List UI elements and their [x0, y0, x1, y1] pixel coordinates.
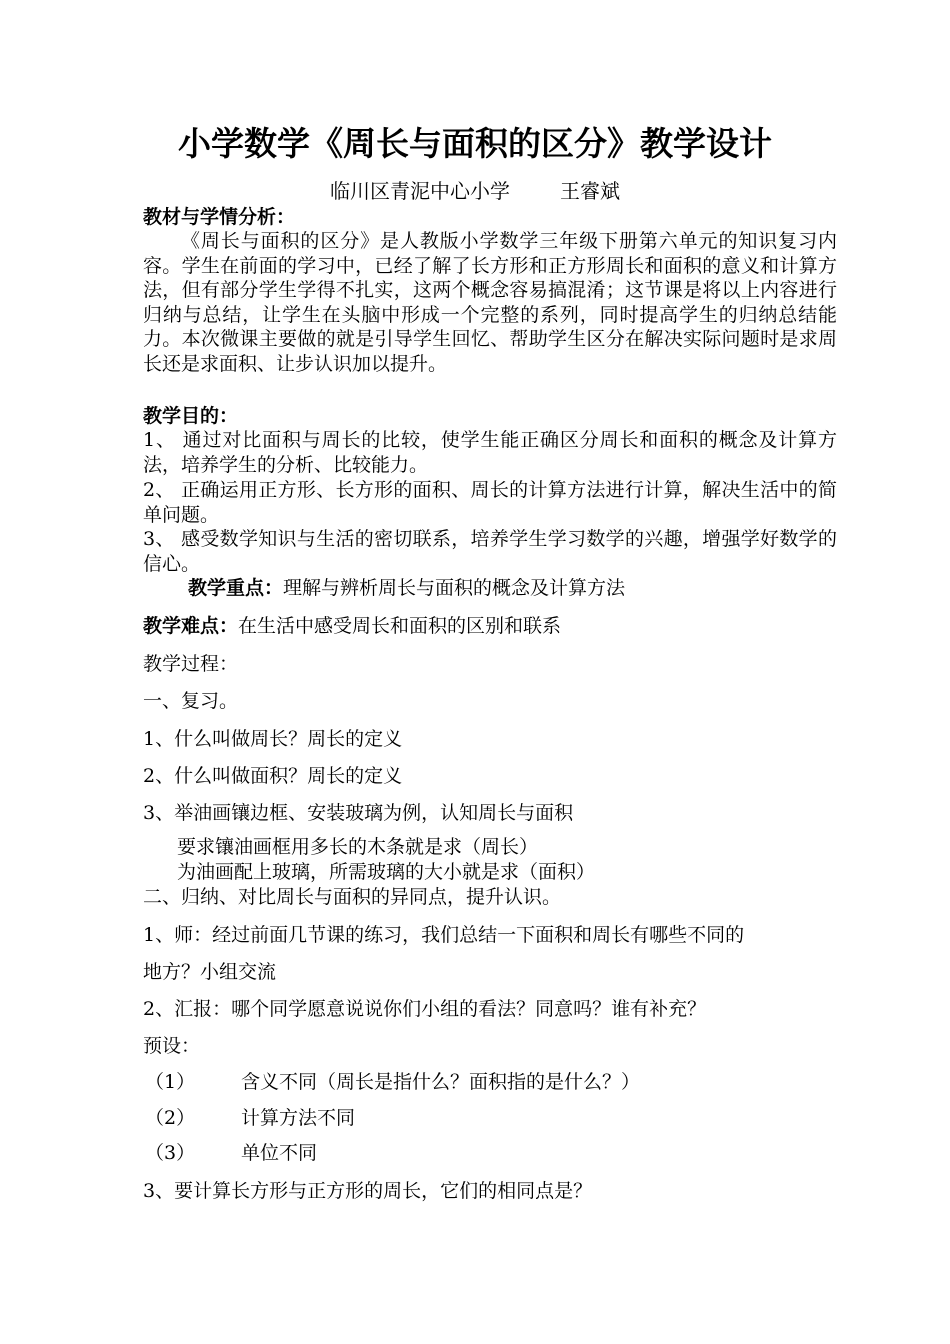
summary-point-1a: 1、师：经过前面几节课的练习，我们总结一下面积和周长有哪些不同的	[143, 924, 745, 946]
preset-label: 预设：	[143, 1035, 201, 1057]
review-question-2: 2、什么叫做面积？周长的定义	[143, 765, 403, 787]
analysis-body: 《周长与面积的区分》是人教版小学数学三年级下册第六单元的知识复习内容。学生在前面的学习中，已经了解了长方形和正方形周长和面积的意义和计算方法，但有部分学生学得不扎实，这两个概念容易搞混淆；这节课是将以上内容进行归纳与总结，让学生在头脑中形成一个完整的系列，同时提高学生的归纳总结能力。本次微课主要做的就是引导学生回忆、帮助学生区分在解决实际问题时是求周长还是求面积、让步认识加以提升。	[143, 230, 837, 375]
review-heading: 一、复习。	[143, 690, 239, 712]
review-question-1: 1、什么叫做周长？周长的定义	[143, 728, 403, 750]
objectives-heading: 教学目的：	[143, 405, 239, 427]
preset-item	[145, 1140, 317, 1166]
analysis-heading: 教材与学情分析：	[143, 206, 296, 228]
difficulty	[143, 613, 561, 639]
author-name: 王睿斌	[560, 179, 620, 203]
preset-text: 含义不同（周长是指什么？面积指的是什么？）	[241, 1071, 641, 1093]
preset-number: （2）	[145, 1107, 196, 1129]
difficulty-label: 教学难点：	[143, 615, 239, 637]
document-title: 小学数学《周长与面积的区分》教学设计	[178, 124, 772, 163]
key-point-label: 教学重点：	[188, 577, 284, 599]
summary-point-2: 2、汇报：哪个同学愿意说说你们小组的看法？同意吗？谁有补充？	[143, 998, 707, 1020]
objective-item-3: 3、 感受数学知识与生活的密切联系，培养学生学习数学的兴趣，增强学好数学的信心。	[143, 528, 837, 575]
difficulty-text: 在生活中感受周长和面积的区别和联系	[238, 615, 562, 637]
summary-point-1b: 地方？小组交流	[143, 961, 277, 983]
review-question-3: 3、举油画镶边框、安装玻璃为例，认知周长与面积	[143, 802, 574, 824]
summary-heading: 二、归纳、对比周长与面积的异同点，提升认识。	[143, 886, 562, 908]
preset-item	[145, 1105, 355, 1131]
preset-text: 计算方法不同	[241, 1107, 356, 1129]
preset-item	[145, 1069, 640, 1095]
review-sub-2: 为油画配上玻璃，所需玻璃的大小就是求（面积）	[177, 861, 596, 883]
objective-item-1: 1、 通过对比面积与周长的比较，使学生能正确区分周长和面积的概念及计算方法，培养学生的分析、比较能力。	[143, 429, 837, 476]
preset-text: 单位不同	[241, 1142, 318, 1164]
process-heading: 教学过程：	[143, 653, 239, 675]
summary-point-3: 3、要计算长方形与正方形的周长，它们的相同点是？	[143, 1180, 593, 1202]
school-name: 临川区青泥中心小学	[330, 179, 510, 203]
key-point-text: 理解与辨析周长与面积的概念及计算方法	[283, 577, 626, 599]
preset-number: （1）	[145, 1071, 196, 1093]
key-point	[188, 575, 625, 601]
objective-item-2: 2、 正确运用正方形、长方形的面积、周长的计算方法进行计算，解决生活中的简单问题。	[143, 479, 837, 526]
preset-number: （3）	[145, 1142, 196, 1164]
author-line	[0, 178, 950, 204]
review-sub-1: 要求镶油画框用多长的木条就是求（周长）	[177, 836, 539, 858]
